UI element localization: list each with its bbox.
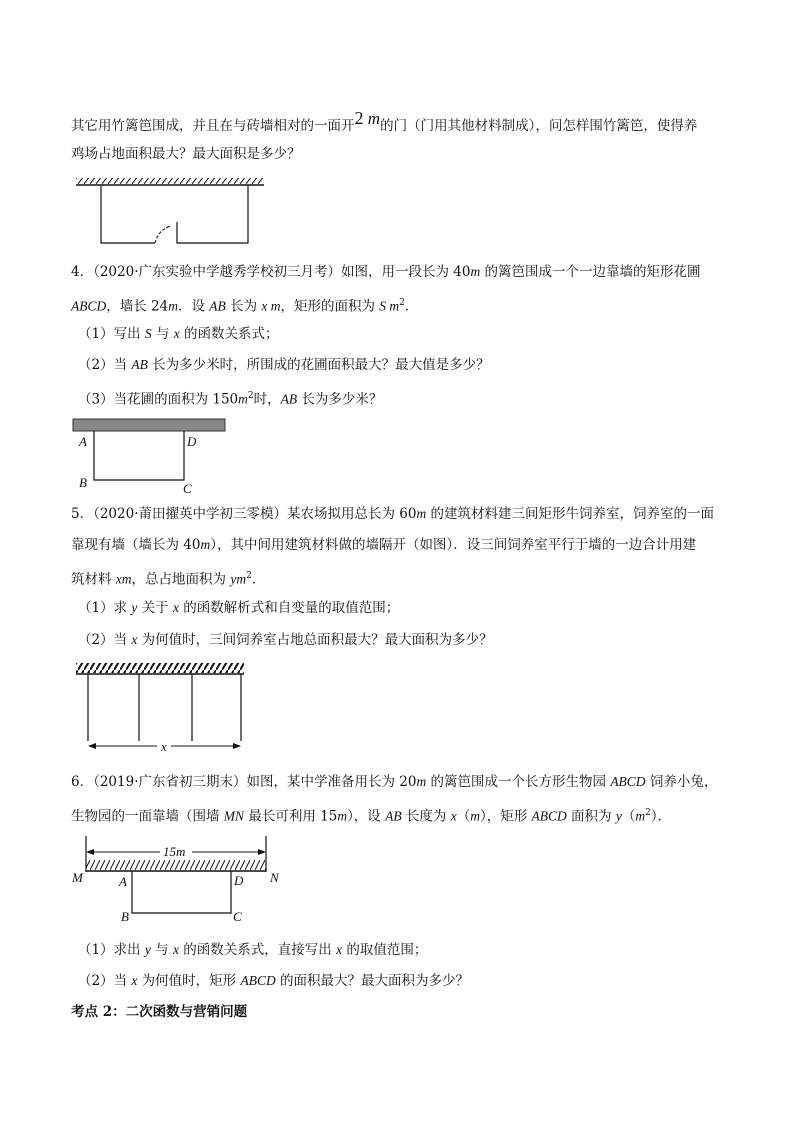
q4-sub-1: （1）写出 S 与 x 的函数关系式； (78, 326, 279, 342)
q6-line-1: 6．（2019·广东省初三期末）如图，某中学准备用长为 20m 的篱笆围成一个长方形生物园 ABCD 饲养小兔， (71, 774, 718, 790)
q4-label-b: B (79, 475, 87, 490)
q4-line-2: ABCD，墙长 24m．设 AB 长为 x m，矩形的面积为 S $m^2$． (71, 298, 419, 315)
q3-line-1: 其它用竹篱笆围成，并且在与砖墙相对的一面开2 m的门（门用其他材料制成），问怎样围竹篱笆，使得养 (71, 108, 698, 134)
q3-line-2: 鸡场占地面积最大？最大面积是多少？ (71, 146, 301, 162)
q5-line-1: 5．（2020·莆田擢英中学初三零模）某农场拟用总长为 60m 的建筑材料建三间矩形牛饲养室，饲养室的一面 (71, 506, 715, 522)
q6-label-c: C (233, 909, 242, 924)
q5-sub-2: （2）当 x 为何值时，三间饲养室占地总面积最大？最大面积为多少？ (78, 632, 493, 648)
q5-label-x: x (161, 739, 167, 754)
q4-label-d: D (187, 434, 197, 449)
q6-sub-1: （1）求出 y 与 x 的函数关系式，直接写出 x 的取值范围； (78, 942, 428, 958)
q6-sub-2: （2）当 x 为何值时，矩形 ABCD 的面积最大？最大面积为多少？ (78, 973, 470, 989)
q5-line-3: 筑材料 xm，总占地面积为 $ym^2$． (71, 571, 266, 588)
q4-label-a: A (79, 434, 87, 449)
section-heading: 考点 2：二次函数与营销问题 (71, 1004, 248, 1020)
q5-line-2: 靠现有墙（墙长为 40m），其中间用建筑材料做的墙隔开（如图）．设三间饲养室平行于墙的一边合计用建 (71, 537, 697, 553)
q4-label-c: C (183, 481, 192, 496)
q6-line-2: 生物园的一面靠墙（围墙 MN 最长可利用 15m），设 AB 长度为 x（m），矩形 ABCD 面积为 $y(m^2)$． (71, 808, 672, 825)
q6-label-d: D (234, 873, 244, 888)
q6-label-n: N (270, 870, 279, 885)
q6-label-b: B (121, 909, 129, 924)
q4-sub-2: （2）当 AB 长为多少米时，所围成的花圃面积最大？最大值是多少？ (78, 357, 490, 373)
q5-sub-1: （1）求 y 关于 x 的函数解析式和自变量的取值范围； (78, 600, 400, 616)
q4-line-1: 4．（2020·广东实验中学越秀学校初三月考）如图，用一段长为 40m 的篱笆围成一个一边靠墙的矩形花圃 (71, 264, 701, 280)
q6-label-len: 15m (163, 844, 186, 859)
q6-label-a: A (119, 874, 127, 889)
q6-label-m: M (72, 870, 83, 885)
q4-sub-3: （3）当花圃的面积为 $150m^2$时，AB 长为多少米？ (78, 391, 383, 408)
